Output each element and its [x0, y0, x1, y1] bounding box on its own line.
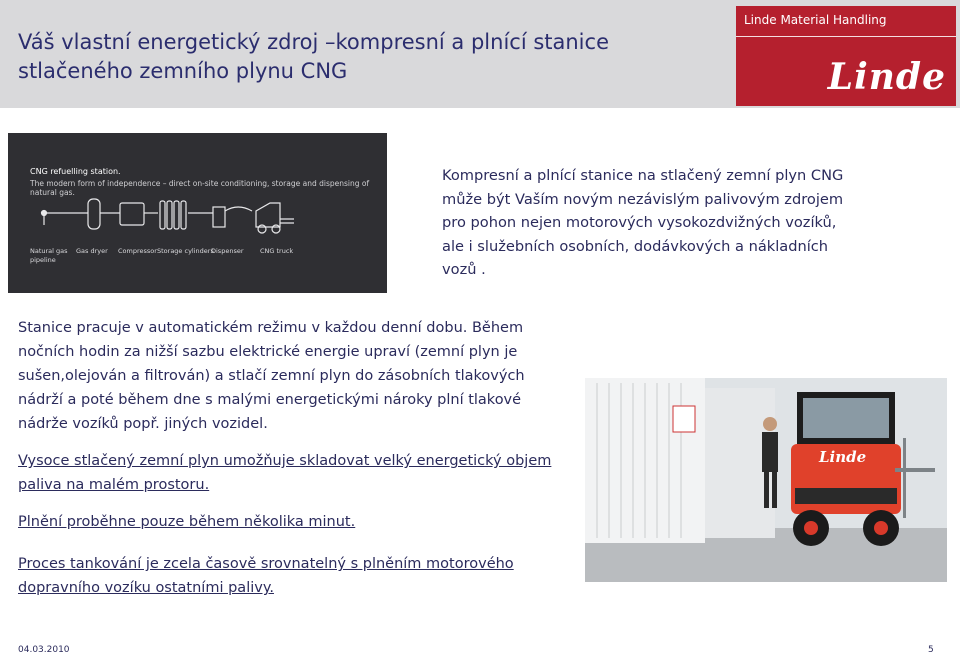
operation-paragraph: Stanice pracuje v automatickém režimu v každou denní dobu. Během nočních hodin za nižší sazbu elektrické energie upraví (zemní plyn je sušen,olejován a filtrován) a stlačí zemní plyn do zásobních tlakových nádrží a poté během dne s malými energetickými nároky plní tlakové nádrže vozíků popř. jiných vozidel.: [18, 320, 525, 432]
diagram-label-dispenser: Dispenser: [211, 247, 244, 255]
diagram-label-dryer: Gas dryer: [76, 247, 108, 255]
refuel-paragraph: Proces tankování je zcela časově srovnatelný s plněním motorového dopravního vozíku ostatními palivy.: [18, 556, 514, 596]
page-number: 5: [928, 645, 934, 655]
diagram-subtitle: The modern form of independence – direct on-site conditioning, storage and dispensing of natural gas.: [30, 179, 370, 197]
diagram-label-cylinders: Storage cylinders: [157, 247, 214, 255]
diagram-label-compressor: Compressor: [118, 247, 157, 255]
diagram-label-pipeline: Natural gas pipeline: [30, 247, 68, 264]
diagram-title: CNG refuelling station.: [30, 167, 121, 176]
forklift-logo: Linde: [819, 448, 867, 466]
slide-title: Váš vlastní energetický zdroj –kompresní a plnící stanice stlačeného zemního plynu CNG: [18, 30, 609, 83]
forklift-photo: [585, 378, 947, 582]
fill-time-paragraph: Plnění proběhne pouze během několika minut.: [18, 514, 356, 530]
diagram-label-truck: CNG truck: [260, 247, 294, 255]
brand-label: Linde Material Handling: [744, 13, 887, 27]
brand-divider: [736, 36, 956, 37]
footer-date: 04.03.2010: [18, 645, 70, 655]
storage-paragraph: Vysoce stlačený zemní plyn umožňuje skladovat velký energetický objem paliva na malém prostoru.: [18, 453, 552, 493]
intro-paragraph: Kompresní a plnící stanice na stlačený zemní plyn CNG může být Vaším novým nezávislým palivovým zdrojem pro pohon nejen motorových vysokozdvižných vozíků, ale i služebních osobních, dodávkových a nákladních vozů .: [442, 167, 844, 278]
cng-station-diagram: [8, 133, 387, 293]
diagram-illustration: [8, 133, 387, 293]
linde-logo: Linde: [827, 56, 946, 98]
brand-box: [736, 6, 956, 106]
